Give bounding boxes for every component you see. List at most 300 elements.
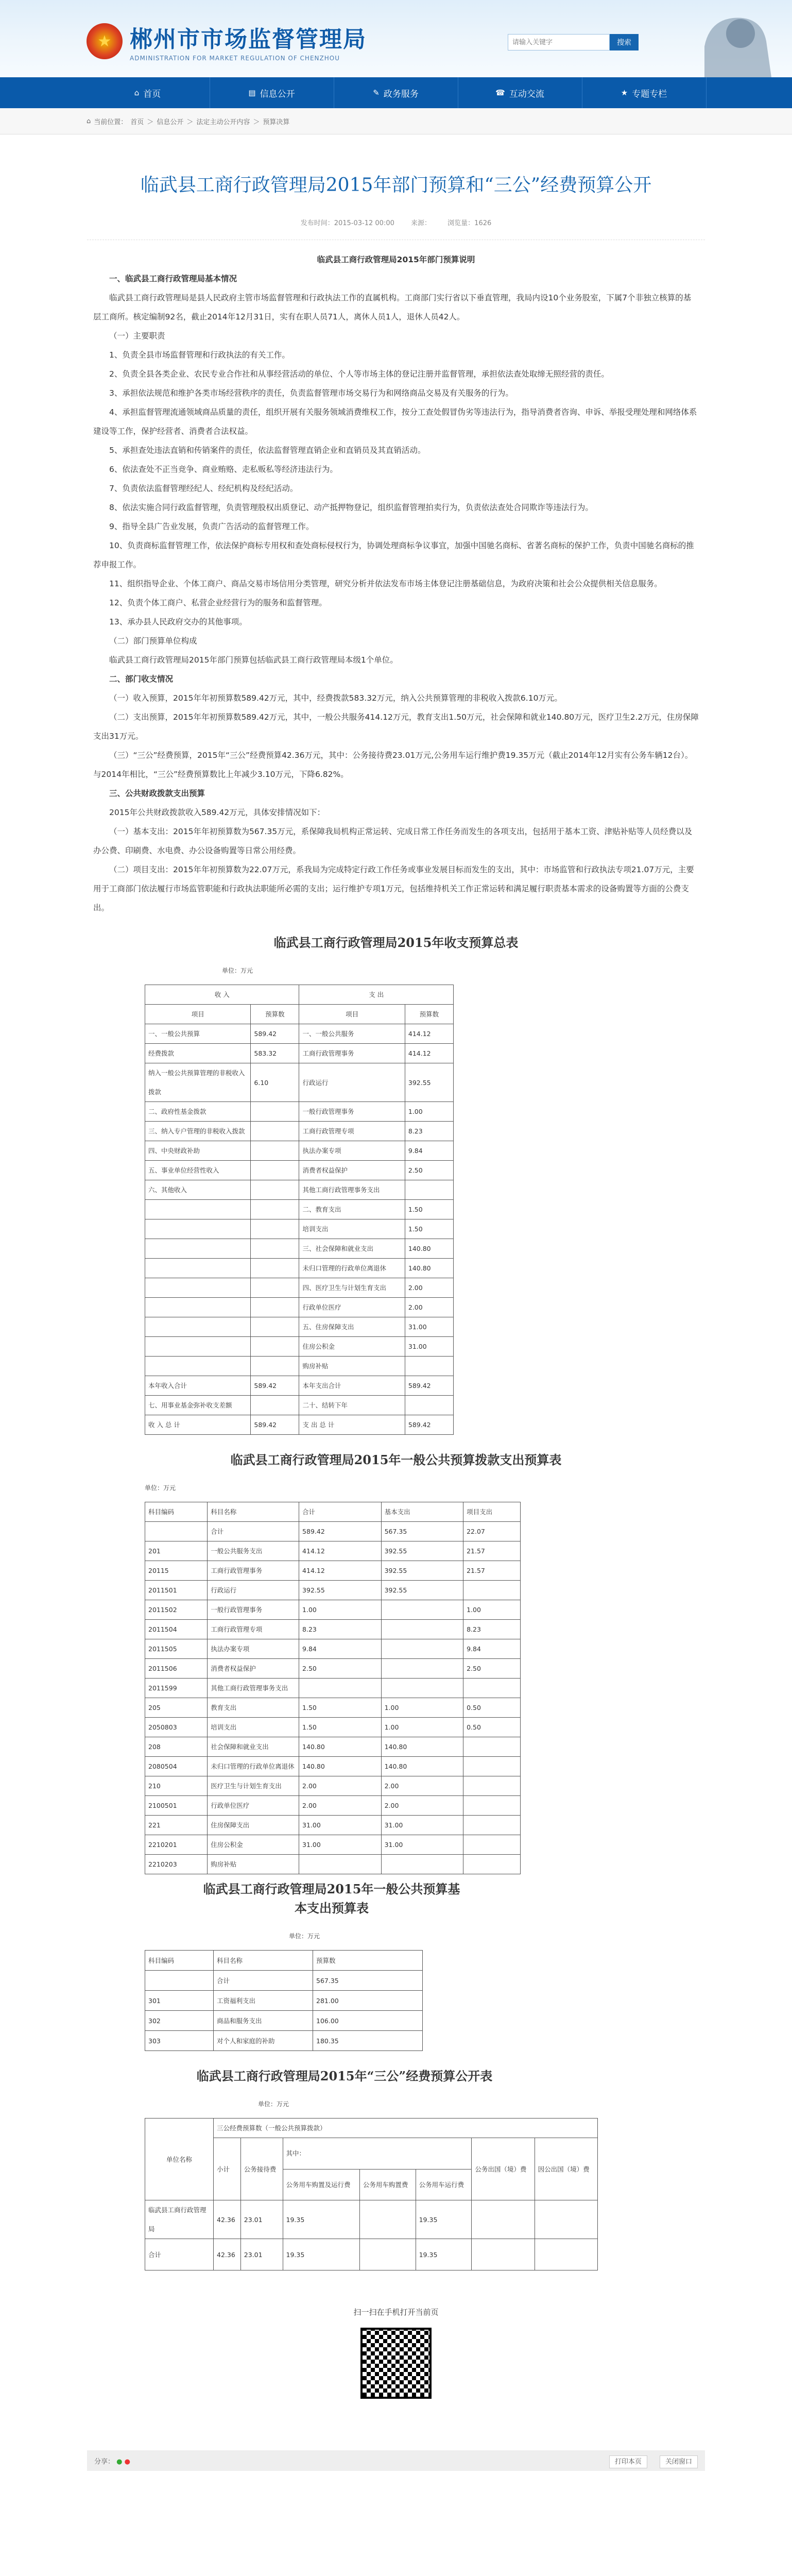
table-cell: 9.84 xyxy=(463,1639,521,1659)
table-cell: 301 xyxy=(145,1991,214,2011)
site-subtitle: ADMINISTRATION FOR MARKET REGULATION OF CHENZHOU xyxy=(130,55,340,62)
table-cell: 302 xyxy=(145,2011,214,2031)
table-cell xyxy=(535,2200,597,2239)
table-cell: 19.35 xyxy=(416,2200,472,2239)
weibo-share-icon[interactable]: ● xyxy=(124,2458,130,2466)
table-cell: 31.00 xyxy=(405,1317,453,1337)
table-row xyxy=(145,1219,454,1239)
three-public-expense-table: 单位名称 三公经费预算数（一般公共预算拨款） 小计 公务接待费 其中： 公务出国（境）费 因公出国（境）费 公务用车购置及运行费 公务用车购置费 公务用车运行费 临武县工商行政管理局 42.36 23.01 19.35 19.35 合计 42.36 23.01 19.35 19.35 xyxy=(145,2118,598,2270)
table-cell xyxy=(145,1971,214,1991)
table-cell xyxy=(463,1757,521,1776)
view-count: 浏览量：1626 xyxy=(447,219,492,227)
table-row xyxy=(145,1971,423,1991)
table-cell: 购房补贴 xyxy=(208,1855,299,1874)
table-cell: 其他工商行政管理事务支出 xyxy=(208,1679,299,1698)
share-bar xyxy=(87,2450,705,2471)
table-cell: 2210203 xyxy=(145,1855,208,1874)
nav-special-topics[interactable]: ★ 专题专栏 xyxy=(582,77,707,108)
table-cell: 2.00 xyxy=(299,1776,382,1796)
breadcrumb-budget[interactable]: 预算决算 xyxy=(263,118,290,126)
table-cell xyxy=(145,1298,251,1317)
table-cell: 140.80 xyxy=(381,1757,463,1776)
article-paragraph: 5、承担查处违法直销和传销案件的责任，依法监督管理直销企业和直销员及其直销活动。 xyxy=(109,446,426,455)
table-cell: 行政单位医疗 xyxy=(208,1796,299,1816)
table-cell xyxy=(381,1659,463,1679)
table-row xyxy=(145,2200,598,2239)
table-cell: 教育支出 xyxy=(208,1698,299,1718)
table-cell: 工商行政管理事务 xyxy=(208,1561,299,1581)
article-paragraph: （三）“三公”经费预算，2015年“三公”经费预算42.36万元，其中：公务接待费23.01万元,公务用车运行维护费19.35万元（截止2014年12月实有公务车辆12台）。与2014年相比，“三公”经费预算数比上年减少3.10万元，下降6.82%。 xyxy=(93,751,693,779)
table-cell: 2011599 xyxy=(145,1679,208,1698)
article-paragraph: 13、承办县人民政府交办的其他事项。 xyxy=(109,617,247,626)
table-cell: 2011501 xyxy=(145,1581,208,1600)
table-cell: 414.12 xyxy=(299,1541,382,1561)
table-cell: 1.50 xyxy=(405,1219,453,1239)
table-cell: 执法办案专项 xyxy=(208,1639,299,1659)
article-paragraph: 12、负责个体工商户、私营企业经营行为的服务和监督管理。 xyxy=(109,598,327,607)
table-cell: 22.07 xyxy=(463,1522,521,1541)
table-cell: 210 xyxy=(145,1776,208,1796)
table-cell: 589.42 xyxy=(251,1415,299,1435)
table-cell: 住房保障支出 xyxy=(208,1816,299,1835)
table-cell: 2.50 xyxy=(299,1659,382,1679)
table-row xyxy=(145,1357,454,1376)
table-cell: 其他工商行政管理事务支出 xyxy=(299,1180,405,1200)
table-cell xyxy=(463,1816,521,1835)
table-row xyxy=(145,1698,521,1718)
table-cell: 31.00 xyxy=(299,1816,382,1835)
table-row xyxy=(145,1561,521,1581)
table-row xyxy=(145,1317,454,1337)
phone-icon: ☎ xyxy=(495,88,505,97)
table-cell: 三、社会保障和就业支出 xyxy=(299,1239,405,1259)
article-title: 临武县工商行政管理局2015年部门预算和“三公”经费预算公开 xyxy=(140,175,652,196)
table-cell: 一般行政管理事务 xyxy=(299,1102,405,1122)
article-paragraph: 2、负责全县各类企业、农民专业合作社和从事经营活动的单位、个人等市场主体的登记注册并监督管理，承担依法查处取缔无照经营的责任。 xyxy=(109,369,609,379)
article-paragraph: （二）支出预算，2015年年初预算数589.42万元，其中，一般公共服务414.12万元，教育支出1.50万元，社会保障和就业140.80万元，医疗卫生2.2万元，住房保障支出31万元。 xyxy=(93,713,699,741)
article-paragraph: 10、负责商标监督管理工作，依法保护商标专用权和查处商标侵权行为，协调处理商标争议事宜，加强中国驰名商标、省著名商标的保护工作，负责中国驰名商标的推荐申报工作。 xyxy=(93,541,694,569)
table-row xyxy=(145,1816,521,1835)
stone-lion-icon xyxy=(684,5,782,77)
table-cell: 2011506 xyxy=(145,1659,208,1679)
table-cell: 培训支出 xyxy=(208,1718,299,1737)
table-cell: 31.00 xyxy=(405,1337,453,1357)
table-cell xyxy=(251,1102,299,1122)
table-row xyxy=(145,1620,521,1639)
table-cell xyxy=(251,1161,299,1180)
table-cell: 未归口管理的行政单位离退休 xyxy=(299,1259,405,1278)
table-cell: 31.00 xyxy=(381,1835,463,1855)
qr-label: 扫一扫在手机打开当前页 xyxy=(353,2308,439,2317)
table-cell: 购房补贴 xyxy=(299,1357,405,1376)
table-row xyxy=(145,2031,423,2051)
search-button[interactable]: 搜索 xyxy=(610,34,639,50)
table-cell: 6.10 xyxy=(251,1063,299,1102)
table-cell: 2.00 xyxy=(381,1796,463,1816)
table-cell: 8.23 xyxy=(463,1620,521,1639)
table-cell xyxy=(251,1357,299,1376)
table-cell: 23.01 xyxy=(240,2239,283,2270)
table-cell xyxy=(463,1581,521,1600)
search-box xyxy=(508,34,639,50)
article-paragraph: 11、组织指导企业、个体工商户、商品交易市场信用分类管理，研究分析并依法发布市场主体登记注册基础信息，为政府决策和社会公众提供相关信息服务。 xyxy=(109,579,662,588)
article-paragraph: 2015年公共财政拨款收入589.42万元，具体安排情况如下： xyxy=(109,808,325,817)
table-row xyxy=(145,1718,521,1737)
article-sections xyxy=(93,269,699,918)
table-cell xyxy=(381,1679,463,1698)
nav-info-disclosure[interactable]: ▤ 信息公开 xyxy=(210,77,334,108)
table-cell xyxy=(463,1835,521,1855)
table-row xyxy=(145,1122,454,1141)
table-cell: 281.00 xyxy=(313,1991,423,2011)
table-cell: 社会保障和就业支出 xyxy=(208,1737,299,1757)
table-cell xyxy=(251,1337,299,1357)
site-logo[interactable] xyxy=(87,21,367,62)
table-cell: 2080504 xyxy=(145,1757,208,1776)
article-paragraph: 临武县工商行政管理局是县人民政府主管市场监督管理和行政执法工作的直属机构。工商部门实行省以下垂直管理，我局内设10个业务股室，下属7个非独立核算的基层工商所。核定编制92名，截止2014年12月31日，实有在职人员71人，离休人员1人，退休人员42人。 xyxy=(93,293,692,321)
table-cell: 1.00 xyxy=(381,1718,463,1737)
table-row xyxy=(145,1991,423,2011)
table-cell: 四、中央财政补助 xyxy=(145,1141,251,1161)
table-row xyxy=(145,1522,521,1541)
table-cell xyxy=(381,1620,463,1639)
table-cell xyxy=(472,2239,535,2270)
site-header xyxy=(0,0,792,77)
table-cell: 19.35 xyxy=(416,2239,472,2270)
table-cell: 19.35 xyxy=(283,2239,359,2270)
table3-title-1: 临武县工商行政管理局2015年一般公共预算基 xyxy=(203,1882,460,1896)
table-cell: 商品和服务支出 xyxy=(214,2011,313,2031)
table-cell: 180.35 xyxy=(313,2031,423,2051)
table-cell xyxy=(381,1600,463,1620)
search-input[interactable] xyxy=(508,34,610,50)
table-cell: 工商行政管理专项 xyxy=(299,1122,405,1141)
article-paragraph: 二、部门收支情况 xyxy=(109,674,174,684)
table-cell: 本年支出合计 xyxy=(299,1376,405,1396)
table-cell xyxy=(251,1200,299,1219)
table-cell: 2.50 xyxy=(405,1161,453,1180)
table-cell xyxy=(463,1679,521,1698)
table-cell: 一般行政管理事务 xyxy=(208,1600,299,1620)
table-cell: 经费拨款 xyxy=(145,1044,251,1063)
table-row xyxy=(145,1796,521,1816)
table-cell: 合计 xyxy=(145,2239,214,2270)
table-row xyxy=(145,1581,521,1600)
table-cell: 9.84 xyxy=(299,1639,382,1659)
table-cell xyxy=(145,1317,251,1337)
table-cell xyxy=(405,1357,453,1376)
table-cell: 消费者权益保护 xyxy=(299,1161,405,1180)
table-cell: 工商行政管理事务 xyxy=(299,1044,405,1063)
table-cell: 31.00 xyxy=(381,1816,463,1835)
qr-code-icon xyxy=(360,2328,432,2399)
table-cell xyxy=(359,2239,416,2270)
source: 来源： xyxy=(411,219,432,227)
table-cell: 支 出 总 计 xyxy=(299,1415,405,1435)
breadcrumb: ⌂ 当前位置： 首页 ＞ 信息公开 ＞ 法定主动公开内容 ＞ 预算决算 xyxy=(0,108,792,134)
table-cell xyxy=(535,2239,597,2270)
table-cell: 392.55 xyxy=(381,1581,463,1600)
table-cell xyxy=(145,1200,251,1219)
share-label: 分享： xyxy=(94,2458,115,2466)
table-cell: 140.80 xyxy=(405,1259,453,1278)
table-cell xyxy=(145,1522,208,1541)
table-row xyxy=(145,1200,454,1219)
article-paragraph: 4、承担监督管理流通领域商品质量的责任，组织开展有关服务领域消费维权工作，按分工查处假冒伪劣等违法行为，指导消费者咨询、申诉、举报受理处理和网络体系建设等工作，保护经营者、消费者合法权益。 xyxy=(93,408,697,436)
table-cell: 一、一般公共服务 xyxy=(299,1024,405,1044)
table-cell: 140.80 xyxy=(299,1737,382,1757)
article-paragraph: 9、指导全县广告业发展，负责广告活动的监督管理工作。 xyxy=(109,522,314,531)
table-cell: 21.57 xyxy=(463,1541,521,1561)
home-icon: ⌂ xyxy=(134,88,140,97)
table-cell xyxy=(381,1855,463,1874)
table-cell: 二十、结转下年 xyxy=(299,1396,405,1415)
table-cell: 行政运行 xyxy=(208,1581,299,1600)
table-cell xyxy=(463,1776,521,1796)
table-cell: 对个人和家庭的补助 xyxy=(214,2031,313,2051)
article-paragraph: （一）基本支出：2015年年初预算数为567.35万元，系保障我局机构正常运转、完成日常工作任务而发生的各项支出，包括用于基本工资、津贴补贴等人员经费以及办公费、印刷费、水电费、办公设备购置等日常公用经费。 xyxy=(93,827,693,855)
article-paragraph: （一）主要职责 xyxy=(109,331,165,341)
table-row xyxy=(145,1776,521,1796)
table-cell: 住房公积金 xyxy=(299,1337,405,1357)
table-cell: 414.12 xyxy=(405,1044,453,1063)
table-cell: 一般公共服务支出 xyxy=(208,1541,299,1561)
article-meta xyxy=(87,217,705,240)
table-row xyxy=(145,1757,521,1776)
table-cell: 8.23 xyxy=(405,1122,453,1141)
table2-title: 临武县工商行政管理局2015年一般公共预算拨款支出预算表 xyxy=(230,1452,562,1467)
table-cell xyxy=(251,1259,299,1278)
article-paragraph: 3、承担依法规范和维护各类市场经营秩序的责任，负责监督管理市场交易行为和网络商品交易及有关服务的行为。 xyxy=(109,388,513,398)
table-cell: 2210201 xyxy=(145,1835,208,1855)
table-cell xyxy=(145,1219,251,1239)
table-row xyxy=(145,1337,454,1357)
table-cell xyxy=(145,1239,251,1259)
basic-expense-table: 科目编码 科目名称 预算数 合计 567.35 301 工资福利支出 281.00 302 商品和服务支出 106.00 303 对个人和家庭的补助 180.35 xyxy=(145,1950,423,2051)
table-cell: 221 xyxy=(145,1816,208,1835)
article-paragraph: 1、负责全县市场监督管理和行政执法的有关工作。 xyxy=(109,350,290,360)
table-row xyxy=(145,1063,454,1102)
table-cell xyxy=(251,1239,299,1259)
nav-home[interactable]: ⌂ 首页 xyxy=(86,77,210,108)
article xyxy=(87,171,705,2471)
table3-title-2: 本支出预算表 xyxy=(295,1901,369,1916)
table-cell: 1.50 xyxy=(299,1718,382,1737)
breadcrumb-legal[interactable]: 法定主动公开内容 xyxy=(196,118,250,126)
table-cell: 2.00 xyxy=(381,1776,463,1796)
general-budget-table: 科目编码 科目名称 合计 基本支出 项目支出 合计 589.42 567.35 22.07 201 一般公共服务支出 414.12 392.55 21.57 20115 工商行政管理事务 414.12 392.55 21.57 2011501 行政运行 392.55 392.55 2011502 一般行政管理事务 1.00 1.00 2011504 工商行政管理专项 8.23 8.23 2011505 执法办案专项 9.84 9.84 2011506 消费者权益保护 2.50 2.50 2011599 其他工商行政管理事务支出 205 教育支出 1.50 1.00 0.50 2050803 培训支出 1.50 1.00 0.50 208 社会保障和就业支出 140.80 140.80 2080504 未归口管理的行政单位离退休 140.80 140.80 210 医疗卫生与计划生育支出 2.00 2.00 2100501 行政单位医疗 2.00 2.00 221 住房保障支出 31.00 31.00 2210201 住房公积金 31.00 31.00 2210203 购房补贴 xyxy=(145,1502,521,1874)
article-paragraph: （二）项目支出：2015年年初预算数为22.07万元，系我局为完成特定行政工作任务或事业发展目标而发生的支出，其中：市场监管和行政执法专项21.07万元，主要用于工商部门依法履行市场监管职能和行政执法职能所必需的支出；运行维护专项1万元，包括维持机关工作正常运转和满足履行职责基本需求的设备购置等方面的公费支出。 xyxy=(93,865,694,912)
table-cell: 19.35 xyxy=(283,2200,359,2239)
table-row xyxy=(145,1239,454,1259)
table-row xyxy=(145,1415,454,1435)
table-cell: 42.36 xyxy=(214,2200,241,2239)
table-cell: 1.00 xyxy=(299,1600,382,1620)
article-paragraph: 临武县工商行政管理局2015年部门预算包括临武县工商行政管理局本级1个单位。 xyxy=(109,655,398,665)
national-emblem-icon: ★ xyxy=(87,23,123,59)
table-cell: 140.80 xyxy=(405,1239,453,1259)
table-cell: 2.50 xyxy=(463,1659,521,1679)
table-cell: 七、用事业基金弥补收支差额 xyxy=(145,1396,251,1415)
article-paragraph: 8、依法实施合同行政监督管理，负责管理股权出质登记、动产抵押物登记，组织监督管理拍卖行为，负责依法查处合同欺诈等违法行为。 xyxy=(109,503,593,512)
table4-title: 临武县工商行政管理局2015年“三公”经费预算公开表 xyxy=(196,2069,493,2083)
table-cell xyxy=(145,1259,251,1278)
table-cell: 工商行政管理专项 xyxy=(208,1620,299,1639)
table-cell xyxy=(145,1278,251,1298)
pen-icon: ✎ xyxy=(373,88,380,97)
article-paragraph: 6、依法查处不正当竞争、商业贿赂、走私贩私等经济违法行为。 xyxy=(109,465,338,474)
close-window-button[interactable]: 关闭窗口 xyxy=(660,2455,698,2468)
table-cell: 1.00 xyxy=(381,1698,463,1718)
table-cell xyxy=(472,2200,535,2239)
table-row xyxy=(145,1044,454,1063)
table-cell: 住房公积金 xyxy=(208,1835,299,1855)
table-cell: 414.12 xyxy=(405,1024,453,1044)
table-cell xyxy=(405,1180,453,1200)
table-cell: 2.00 xyxy=(405,1278,453,1298)
table-row xyxy=(145,1659,521,1679)
wechat-share-icon[interactable]: ● xyxy=(116,2458,123,2466)
breadcrumb-info[interactable]: 信息公开 xyxy=(157,118,184,126)
table-cell: 392.55 xyxy=(381,1561,463,1581)
table-cell: 2011502 xyxy=(145,1600,208,1620)
table-cell: 1.50 xyxy=(299,1698,382,1718)
table-cell: 2100501 xyxy=(145,1796,208,1816)
table-cell: 2.00 xyxy=(299,1796,382,1816)
table-cell xyxy=(251,1278,299,1298)
table-cell: 收 入 总 计 xyxy=(145,1415,251,1435)
table-cell: 140.80 xyxy=(299,1757,382,1776)
table-cell xyxy=(251,1180,299,1200)
table-row xyxy=(145,2239,598,2270)
table-cell xyxy=(299,1855,382,1874)
location-icon: ⌂ xyxy=(87,117,91,125)
table-cell: 208 xyxy=(145,1737,208,1757)
table-row xyxy=(145,1024,454,1044)
print-button[interactable]: 打印本页 xyxy=(609,2455,647,2468)
table-cell: 四、医疗卫生与计划生育支出 xyxy=(299,1278,405,1298)
table-row xyxy=(145,1278,454,1298)
table-cell: 本年收入合计 xyxy=(145,1376,251,1396)
table-row xyxy=(145,1161,454,1180)
table-cell: 23.01 xyxy=(240,2200,283,2239)
breadcrumb-home[interactable]: 首页 xyxy=(130,118,144,126)
table-row xyxy=(145,2011,423,2031)
table-cell xyxy=(251,1396,299,1415)
table-cell xyxy=(251,1122,299,1141)
table-cell: 合计 xyxy=(214,1971,313,1991)
table-cell: 392.55 xyxy=(405,1063,453,1102)
income-expense-table: 收 入 支 出 项目 预算数 项目 预算数 一、一般公共预算 589.42 一、一般公共服务 414.12 经费拨款 583.32 工商行政管理事务 414.12 纳入一般公共预算管理的非税收入拨款 6.10 行政运行 392.55 二、政府性基金拨款 一般行政管理事务 1.00 三、纳入专户管理的非税收入拨款 工商行政管理专项 8.23 四、中央财政补助 执法办案专项 9.84 五、事业单位经营性收入 消费者权益保护 2.50 六、其他收入 其他工商行政管理事务支出 二、教育支出 1.50 培训支出 1.50 三、社会保障和就业支出 140.80 未归口管理的行政单位离退休 140.80 四、医疗卫生与计划生育支出 2.00 行政单位医疗 2.00 五、住房保障支出 31.00 住房公积金 31.00 购房补贴 本年收入合计 589.42 本年支出合计 589.42 七、用事业基金弥补收支差额 二十、结转下年 收 入 总 计 589.42 支 出 总 计 589.42 xyxy=(145,985,454,1435)
table-cell xyxy=(251,1317,299,1337)
table-row xyxy=(145,1376,454,1396)
table-cell: 未归口管理的行政单位离退休 xyxy=(208,1757,299,1776)
table-row xyxy=(145,1298,454,1317)
doc-heading: 临武县工商行政管理局2015年部门预算说明 xyxy=(317,255,475,264)
table-cell: 1.00 xyxy=(405,1102,453,1122)
table-cell xyxy=(405,1396,453,1415)
article-paragraph: （二）部门预算单位构成 xyxy=(109,636,197,646)
site-title: 郴州市市场监督管理局 xyxy=(130,26,367,53)
main-nav xyxy=(0,77,792,108)
table-cell: 1.50 xyxy=(405,1200,453,1219)
table-cell: 五、住房保障支出 xyxy=(299,1317,405,1337)
table-cell xyxy=(251,1298,299,1317)
table-cell: 2011504 xyxy=(145,1620,208,1639)
table-cell: 五、事业单位经营性收入 xyxy=(145,1161,251,1180)
table-row xyxy=(145,1180,454,1200)
star-icon: ★ xyxy=(621,88,628,97)
table-cell: 三、纳入专户管理的非税收入拨款 xyxy=(145,1122,251,1141)
article-paragraph: 7、负责依法监督管理经纪人、经纪机构及经纪活动。 xyxy=(109,484,298,493)
table-cell: 执法办案专项 xyxy=(299,1141,405,1161)
table-cell: 临武县工商行政管理局 xyxy=(145,2200,214,2239)
qr-section xyxy=(87,2307,705,2399)
table-cell: 9.84 xyxy=(405,1141,453,1161)
table-row xyxy=(145,1600,521,1620)
table-cell: 工资福利支出 xyxy=(214,1991,313,2011)
table-cell: 纳入一般公共预算管理的非税收入拨款 xyxy=(145,1063,251,1102)
table-cell: 培训支出 xyxy=(299,1219,405,1239)
table-row xyxy=(145,1679,521,1698)
nav-gov-service[interactable]: ✎ 政务服务 xyxy=(334,77,458,108)
table-row xyxy=(145,1259,454,1278)
table-row xyxy=(145,1737,521,1757)
table-cell: 589.42 xyxy=(251,1024,299,1044)
table-cell: 2.00 xyxy=(405,1298,453,1317)
table-cell: 583.32 xyxy=(251,1044,299,1063)
table-cell: 303 xyxy=(145,2031,214,2051)
table-cell: 392.55 xyxy=(381,1541,463,1561)
table-cell: 行政单位医疗 xyxy=(299,1298,405,1317)
table-cell: 行政运行 xyxy=(299,1063,405,1102)
table-cell: 消费者权益保护 xyxy=(208,1659,299,1679)
table-cell: 205 xyxy=(145,1698,208,1718)
article-paragraph: （一）收入预算，2015年年初预算数589.42万元，其中，经费拨款583.32万元，纳入公共预算管理的非税收入拨款6.10万元。 xyxy=(109,693,562,703)
table-cell xyxy=(463,1855,521,1874)
table-row xyxy=(145,1102,454,1122)
table-cell: 二、政府性基金拨款 xyxy=(145,1102,251,1122)
article-paragraph: 三、公共财政拨款支出预算 xyxy=(109,789,205,798)
table-cell: 201 xyxy=(145,1541,208,1561)
table-cell xyxy=(299,1679,382,1698)
table-cell: 医疗卫生与计划生育支出 xyxy=(208,1776,299,1796)
table-cell: 392.55 xyxy=(299,1581,382,1600)
nav-interaction[interactable]: ☎ 互动交流 xyxy=(458,77,582,108)
table-cell xyxy=(463,1796,521,1816)
table-cell: 六、其他收入 xyxy=(145,1180,251,1200)
table-row xyxy=(145,1396,454,1415)
table-cell: 20115 xyxy=(145,1561,208,1581)
table-cell: 567.35 xyxy=(313,1971,423,1991)
table4-unit: 单位：万元 xyxy=(258,2100,289,2108)
table-cell: 140.80 xyxy=(381,1737,463,1757)
table-cell: 21.57 xyxy=(463,1561,521,1581)
table-cell: 2011505 xyxy=(145,1639,208,1659)
table-row xyxy=(145,1639,521,1659)
table-row xyxy=(145,1141,454,1161)
table-cell: 589.42 xyxy=(251,1376,299,1396)
table-cell xyxy=(251,1219,299,1239)
table-cell: 589.42 xyxy=(299,1522,382,1541)
table-cell: 42.36 xyxy=(214,2239,241,2270)
table-cell: 0.50 xyxy=(463,1698,521,1718)
table-row xyxy=(145,1855,521,1874)
table-cell: 106.00 xyxy=(313,2011,423,2031)
table-cell: 589.42 xyxy=(405,1376,453,1396)
article-paragraph: 一、临武县工商行政管理局基本情况 xyxy=(109,274,237,283)
table-cell: 414.12 xyxy=(299,1561,382,1581)
